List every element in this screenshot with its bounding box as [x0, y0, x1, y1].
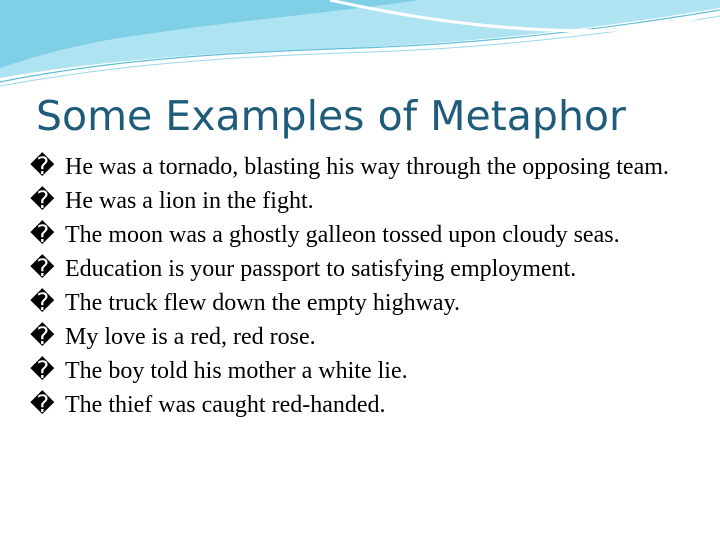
list-item-text: He was a tornado, blasting his way through the opposing team. [65, 154, 669, 180]
list-item-text: He was a lion in the fight. [65, 188, 314, 214]
bullet-glyph-icon: � [30, 188, 55, 214]
list-item [30, 392, 690, 419]
bullet-glyph-icon: � [30, 358, 55, 384]
list-item-text: My love is a red, red rose. [65, 324, 316, 350]
bullet-list [30, 154, 690, 426]
list-item-text: The truck flew down the empty highway. [65, 290, 461, 316]
bullet-glyph-icon: � [30, 154, 55, 180]
list-item [30, 256, 690, 283]
list-item [30, 324, 690, 351]
list-item [30, 290, 690, 317]
list-item [30, 358, 690, 385]
slide-title: Some Examples of Metaphor [36, 92, 626, 140]
list-item [30, 154, 690, 181]
bullet-glyph-icon: � [30, 222, 55, 248]
bullet-glyph-icon: � [30, 256, 55, 282]
bullet-glyph-icon: � [30, 392, 55, 418]
list-item-text: Education is your passport to satisfying employment. [65, 256, 577, 282]
bullet-glyph-icon: � [30, 324, 55, 350]
list-item [30, 188, 690, 215]
list-item-text: The thief was caught red-handed. [65, 392, 386, 418]
list-item-text: The boy told his mother a white lie. [65, 358, 408, 384]
list-item-text: The moon was a ghostly galleon tossed upon cloudy seas. [65, 222, 620, 248]
list-item [30, 222, 690, 249]
decorative-wave-banner [0, 0, 720, 90]
bullet-glyph-icon: � [30, 290, 55, 316]
